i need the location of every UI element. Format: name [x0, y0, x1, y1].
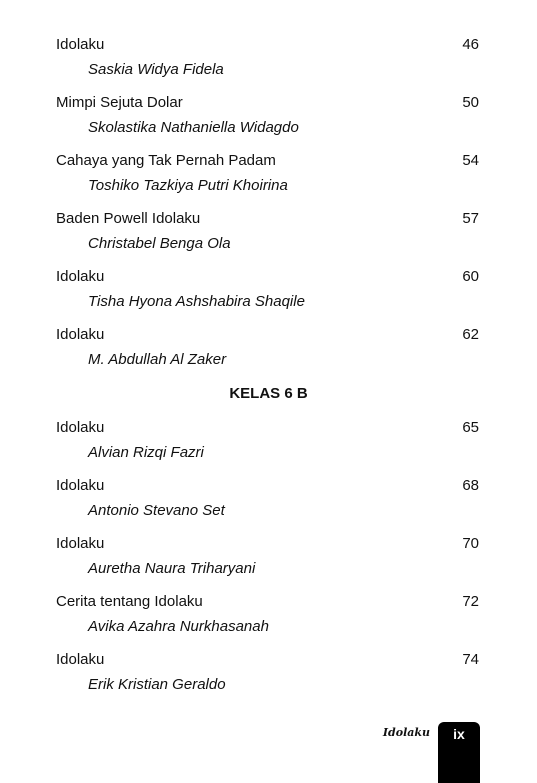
toc-list-part-2 [56, 418, 479, 708]
toc-entry-author: Skolastika Nathaniella Widagdo [88, 119, 299, 136]
toc-entry[interactable] [56, 325, 479, 383]
toc-entry-author: Antonio Stevano Set [88, 502, 225, 519]
toc-entry-author: Tisha Hyona Ashshabira Shaqile [88, 293, 305, 310]
toc-entry-title: Idolaku [56, 651, 105, 668]
toc-entry-title: Cahaya yang Tak Pernah Padam [56, 152, 276, 169]
toc-entry-page: 50 [462, 94, 479, 111]
toc-entry[interactable] [56, 650, 479, 708]
toc-entry-author: Saskia Widya Fidela [88, 61, 224, 78]
toc-entry-title: Idolaku [56, 326, 105, 343]
footer-book-title: Idolaku [382, 726, 430, 739]
toc-entry-title: Idolaku [56, 477, 105, 494]
toc-entry-title: Idolaku [56, 36, 105, 53]
toc-entry[interactable] [56, 476, 479, 534]
toc-entry-page: 70 [462, 535, 479, 552]
toc-entry-title: Mimpi Sejuta Dolar [56, 94, 183, 111]
toc-entry-title: Idolaku [56, 268, 105, 285]
toc-entry-page: 54 [462, 152, 479, 169]
toc-entry-author: Alvian Rizqi Fazri [88, 444, 204, 461]
toc-entry[interactable] [56, 418, 479, 476]
toc-entry-page: 72 [462, 593, 479, 610]
toc-entry-author: Toshiko Tazkiya Putri Khoirina [88, 177, 288, 194]
toc-entry-page: 62 [462, 326, 479, 343]
toc-entry-title: Baden Powell Idolaku [56, 210, 201, 227]
toc-entry-author: Auretha Naura Triharyani [88, 560, 256, 577]
toc-entry-title: Idolaku [56, 535, 105, 552]
section-heading: KELAS 6 B [229, 385, 308, 402]
toc-entry[interactable] [56, 592, 479, 650]
toc-entry-author: Erik Kristian Geraldo [88, 676, 226, 693]
page-number-tab [438, 722, 480, 783]
toc-entry-page: 57 [462, 210, 479, 227]
toc-entry-title: Idolaku [56, 419, 105, 436]
toc-entry-page: 74 [462, 651, 479, 668]
toc-entry-page: 68 [462, 477, 479, 494]
toc-entry[interactable] [56, 209, 479, 267]
toc-entry[interactable] [56, 151, 479, 209]
toc-entry[interactable] [56, 534, 479, 592]
toc-entry-author: M. Abdullah Al Zaker [88, 351, 227, 368]
toc-entry[interactable] [56, 35, 479, 93]
toc-entry-page: 60 [462, 268, 479, 285]
toc-entry-title: Cerita tentang Idolaku [56, 593, 203, 610]
toc-entry-author: Avika Azahra Nurkhasanah [88, 618, 269, 635]
toc-entry[interactable] [56, 267, 479, 325]
page-number: ix [453, 726, 465, 742]
toc-entry-page: 65 [462, 419, 479, 436]
toc-list-part-1 [56, 35, 479, 383]
toc-entry-page: 46 [462, 36, 479, 53]
toc-entry[interactable] [56, 93, 479, 151]
toc-entry-author: Christabel Benga Ola [88, 235, 231, 252]
